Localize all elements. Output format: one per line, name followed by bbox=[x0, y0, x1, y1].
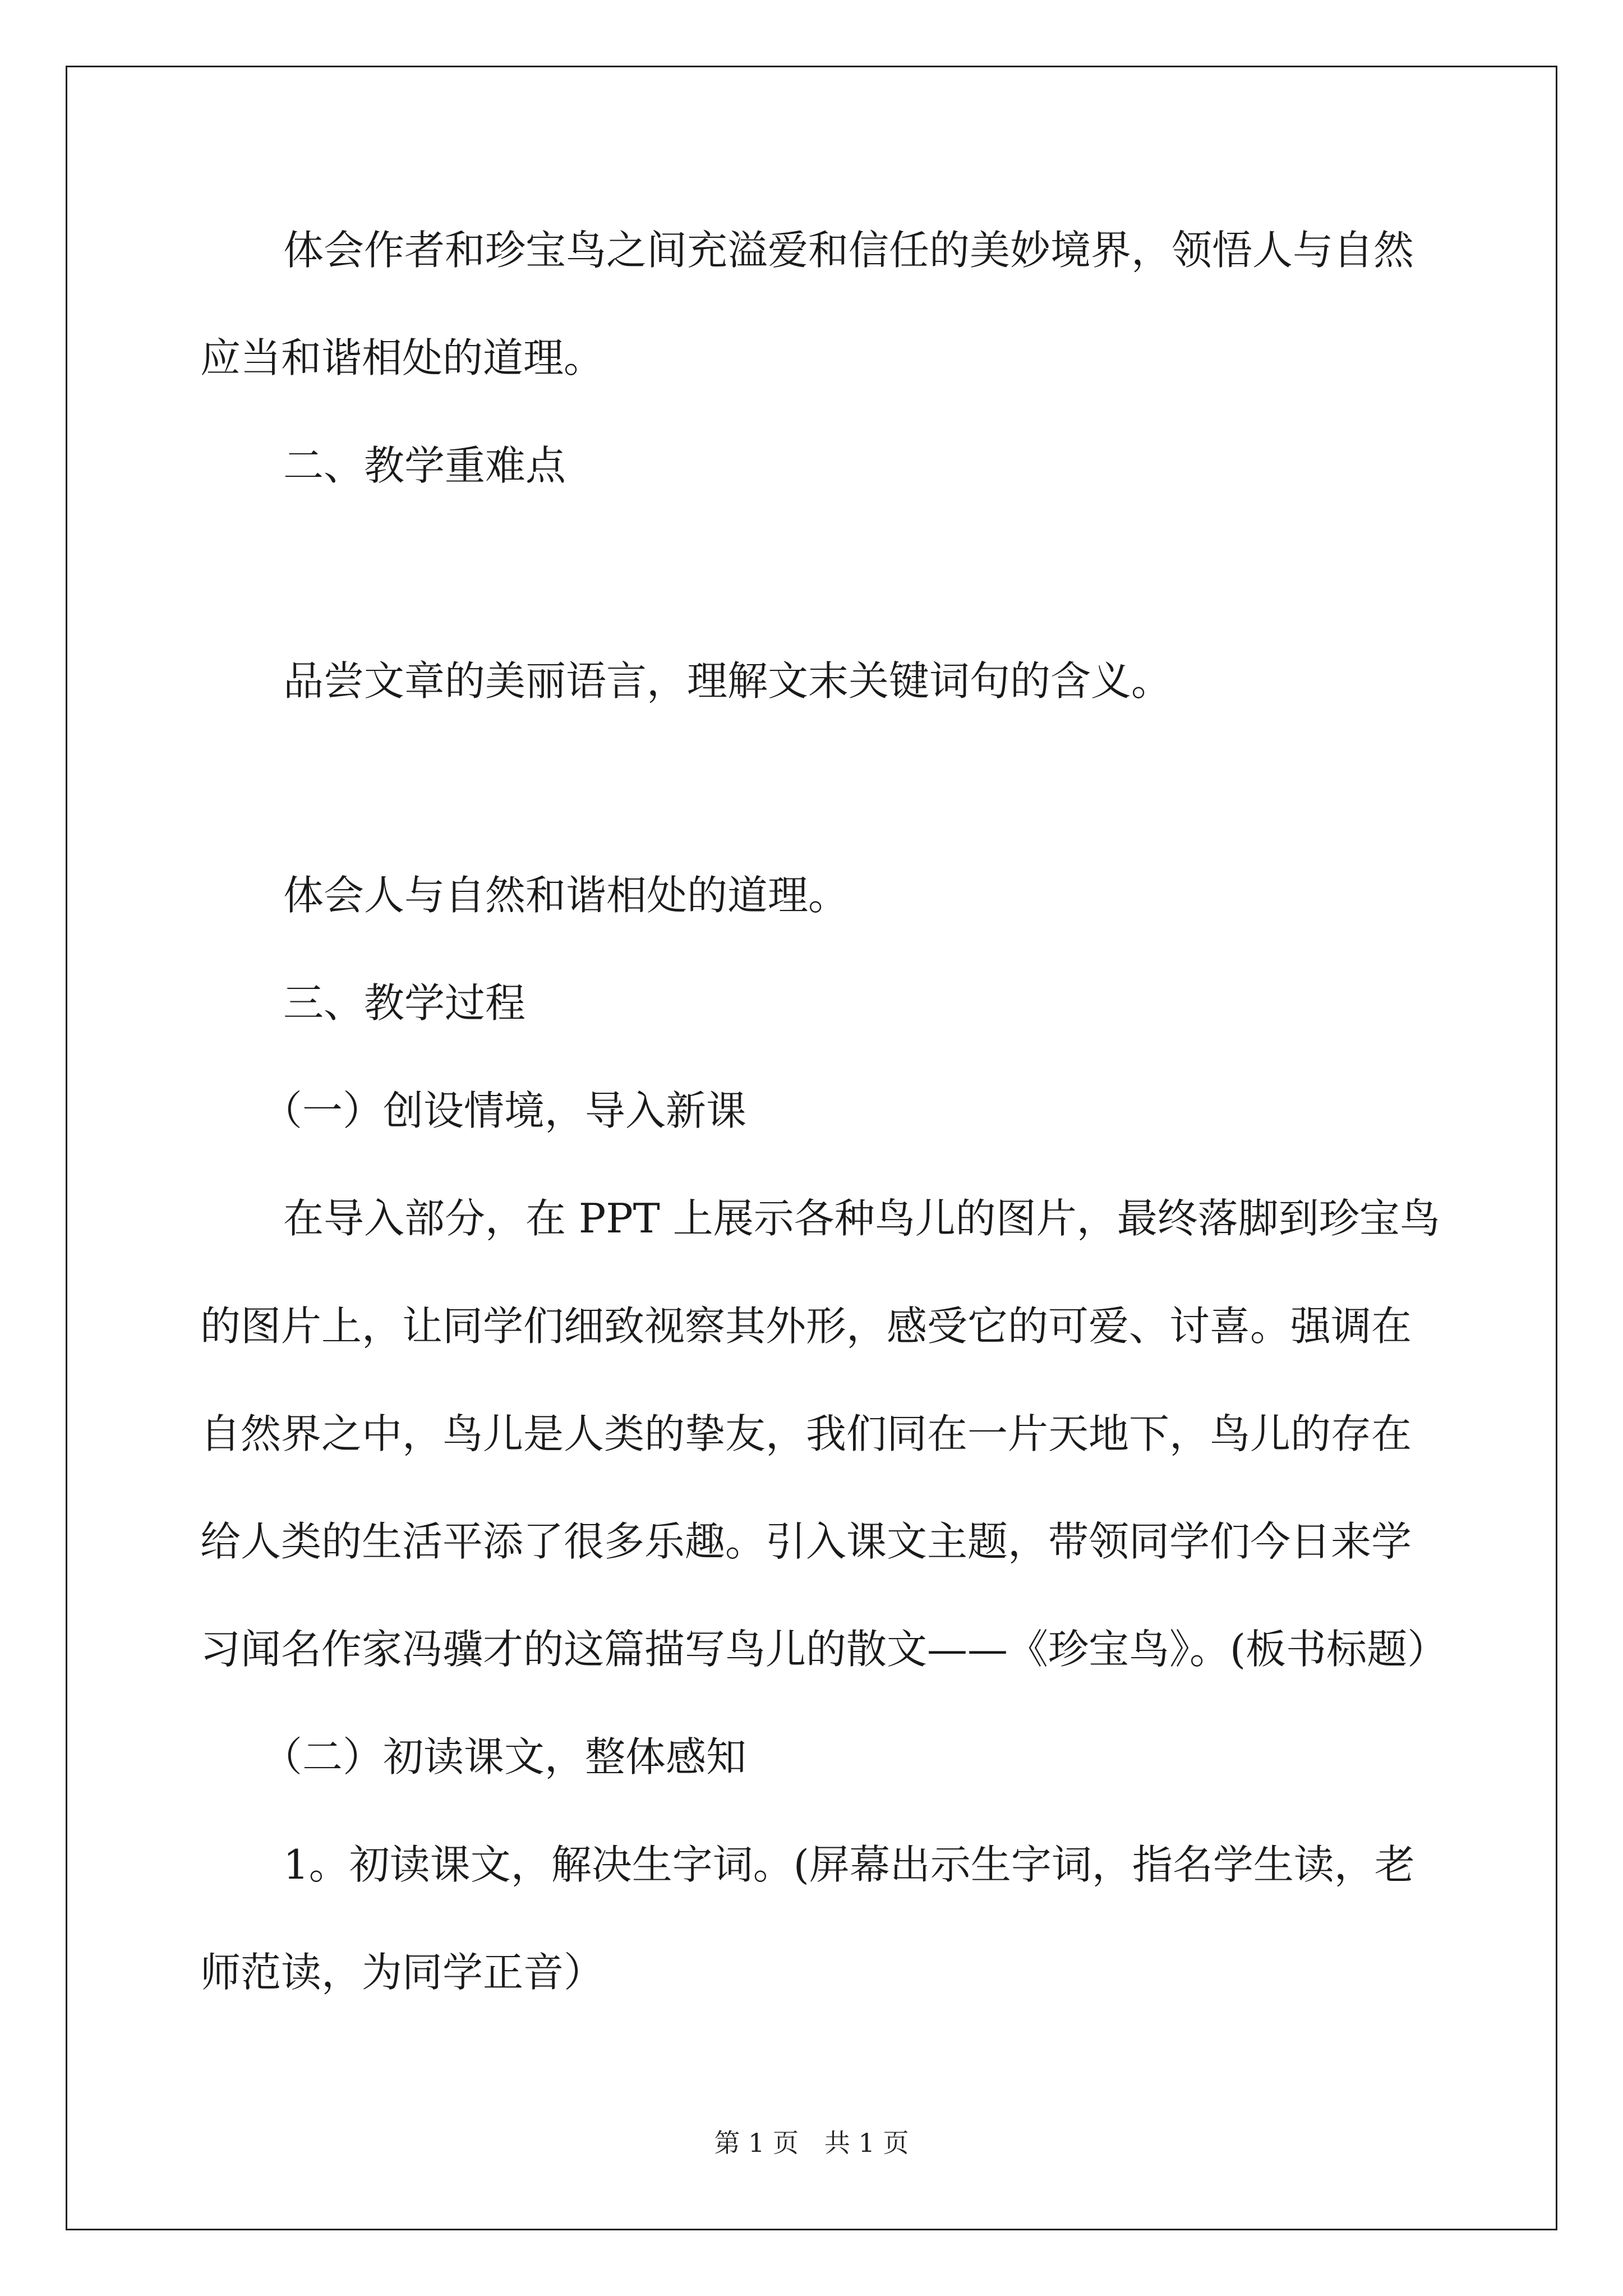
section-heading: 三、教学过程 bbox=[283, 979, 526, 1027]
paragraph-line: 应当和谐相处的道理。 bbox=[200, 334, 605, 381]
paragraph-line: 自然界之中，鸟儿是人类的挚友，我们同在一片天地下，鸟儿的存在 bbox=[200, 1410, 1412, 1457]
paragraph-line: 体会人与自然和谐相处的道理。 bbox=[283, 872, 849, 919]
page-footer bbox=[0, 2126, 1623, 2160]
subsection-heading: （二）初读课文，整体感知 bbox=[262, 1733, 747, 1780]
section-heading: 二、教学重难点 bbox=[283, 442, 566, 489]
paragraph-line: 给人类的生活平添了很多乐趣。引入课文主题，带领同学们今日来学 bbox=[200, 1518, 1412, 1565]
paragraph-line: 品尝文章的美丽语言，理解文末关键词句的含义。 bbox=[283, 657, 1172, 705]
paragraph-line: 的图片上，让同学们细致视察其外形，感受它的可爱、讨喜。强调在 bbox=[200, 1303, 1412, 1350]
subsection-heading: （一）创设情境，导入新课 bbox=[262, 1087, 747, 1134]
page-number: 第 1 页 共 1 页 bbox=[714, 2128, 909, 2158]
paragraph-line: 在导入部分，在 PPT 上展示各种鸟儿的图片，最终落脚到珍宝鸟 bbox=[283, 1195, 1440, 1242]
paragraph-line: 体会作者和珍宝鸟之间充溢爱和信任的美妙境界，领悟人与自然 bbox=[283, 227, 1414, 274]
paragraph-line: 师范读，为同学正音） bbox=[200, 1949, 605, 1996]
paragraph-line: 1。初读课文，解决生字词。(屏幕出示生字词，指名学生读，老 bbox=[283, 1841, 1415, 1888]
paragraph-line: 习闻名作家冯骥才的这篇描写鸟儿的散文——《珍宝鸟》。(板书标题） bbox=[200, 1626, 1448, 1673]
